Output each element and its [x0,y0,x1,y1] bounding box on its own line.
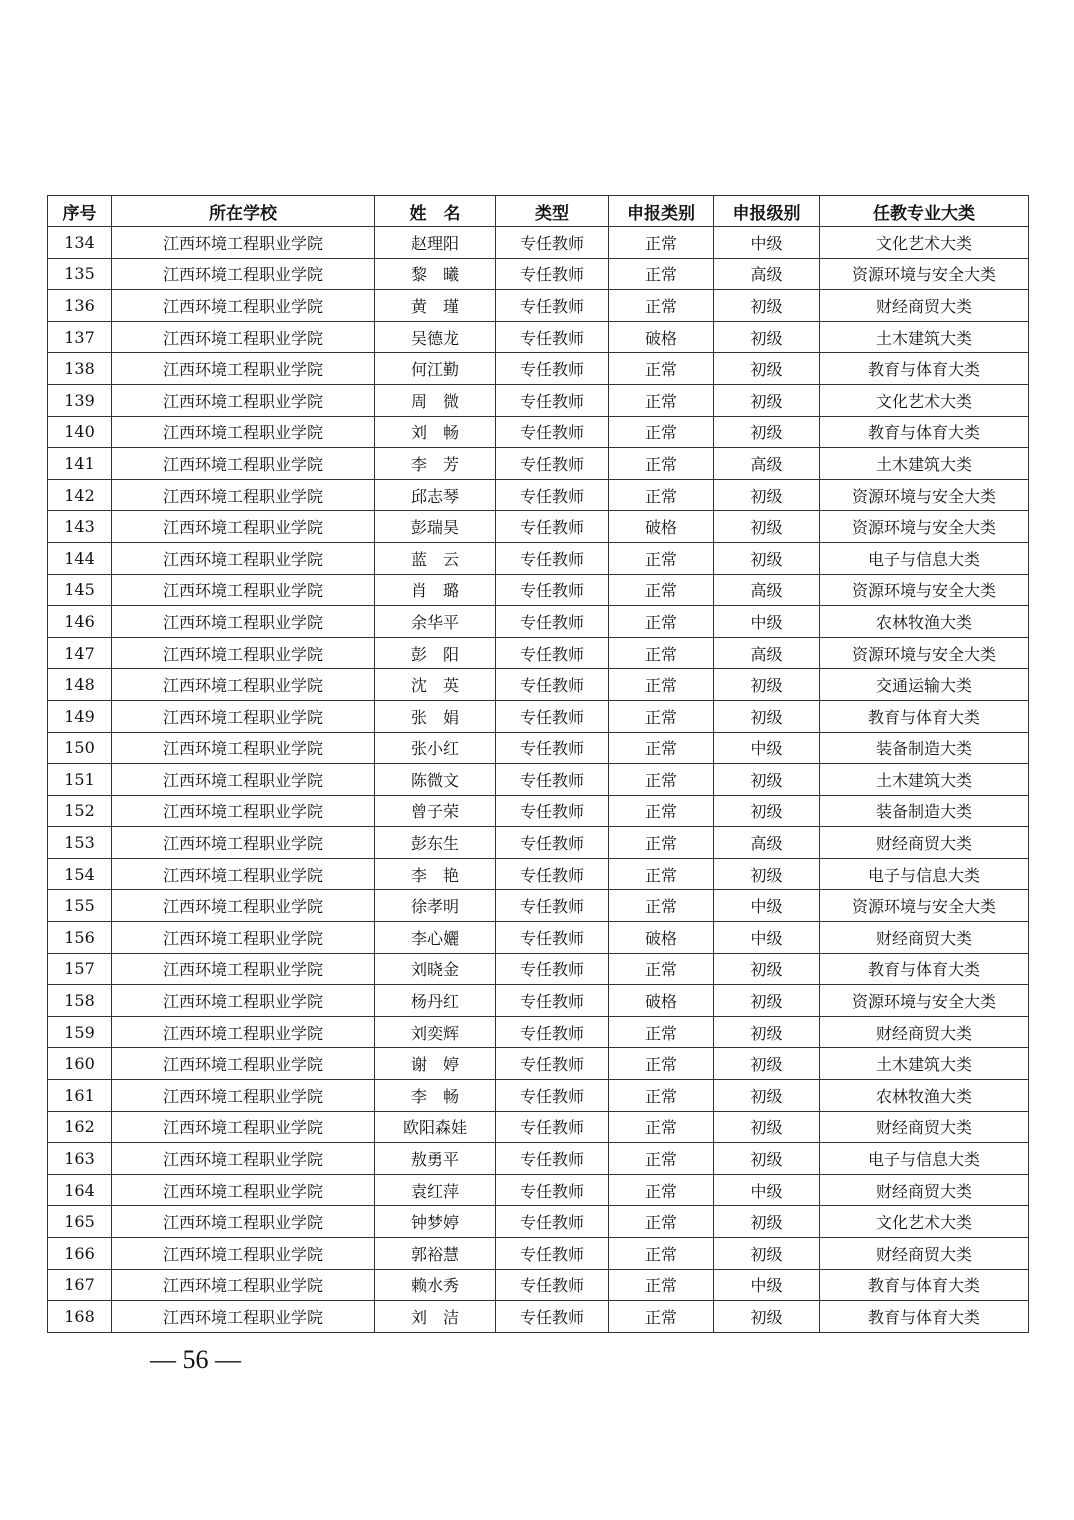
table-row [48,1206,1029,1238]
table-row [48,606,1029,638]
cell-school: 江西环境工程职业学院 [112,479,375,511]
cell-type: 专任教师 [496,795,609,827]
cell-major: 文化艺术大类 [820,384,1029,416]
cell-type: 专任教师 [496,448,609,480]
table-row [48,479,1029,511]
cell-category: 正常 [609,669,714,701]
cell-index: 162 [48,1111,112,1143]
cell-category: 正常 [609,479,714,511]
table-row [48,448,1029,480]
header-level: 申报级别 [714,196,820,227]
cell-school: 江西环境工程职业学院 [112,416,375,448]
cell-level: 初级 [714,511,820,543]
cell-category: 正常 [609,353,714,385]
cell-name: 黄 瑾 [375,290,496,322]
table-row [48,827,1029,859]
cell-name: 李 艳 [375,858,496,890]
table-row [48,764,1029,796]
cell-type: 专任教师 [496,1016,609,1048]
cell-name: 袁红萍 [375,1174,496,1206]
cell-name: 刘 洁 [375,1301,496,1333]
table-row [48,1238,1029,1270]
cell-index: 154 [48,858,112,890]
cell-major: 装备制造大类 [820,795,1029,827]
cell-index: 150 [48,732,112,764]
table-row [48,258,1029,290]
cell-index: 146 [48,606,112,638]
cell-index: 160 [48,1048,112,1080]
cell-index: 140 [48,416,112,448]
cell-type: 专任教师 [496,637,609,669]
cell-category: 正常 [609,1269,714,1301]
table-row [48,953,1029,985]
cell-type: 专任教师 [496,384,609,416]
teacher-list-table [47,195,1029,1333]
cell-school: 江西环境工程职业学院 [112,574,375,606]
cell-category: 正常 [609,637,714,669]
cell-index: 147 [48,637,112,669]
cell-type: 专任教师 [496,1238,609,1270]
cell-school: 江西环境工程职业学院 [112,858,375,890]
cell-index: 149 [48,700,112,732]
cell-name: 郭裕慧 [375,1238,496,1270]
cell-major: 资源环境与安全大类 [820,637,1029,669]
table-row [48,1048,1029,1080]
cell-name: 曾子荣 [375,795,496,827]
cell-type: 专任教师 [496,1080,609,1112]
cell-major: 资源环境与安全大类 [820,258,1029,290]
cell-major: 资源环境与安全大类 [820,511,1029,543]
cell-index: 168 [48,1301,112,1333]
cell-category: 正常 [609,700,714,732]
cell-level: 高级 [714,448,820,480]
cell-index: 155 [48,890,112,922]
cell-school: 江西环境工程职业学院 [112,1048,375,1080]
cell-level: 初级 [714,700,820,732]
cell-category: 破格 [609,985,714,1017]
cell-school: 江西环境工程职业学院 [112,1301,375,1333]
cell-name: 黎 曦 [375,258,496,290]
cell-name: 赵理阳 [375,227,496,259]
cell-school: 江西环境工程职业学院 [112,1143,375,1175]
cell-name: 杨丹红 [375,985,496,1017]
cell-type: 专任教师 [496,922,609,954]
table-row [48,1143,1029,1175]
cell-name: 刘 畅 [375,416,496,448]
cell-type: 专任教师 [496,890,609,922]
cell-category: 正常 [609,606,714,638]
cell-major: 装备制造大类 [820,732,1029,764]
cell-major: 教育与体育大类 [820,353,1029,385]
cell-level: 初级 [714,1206,820,1238]
cell-major: 教育与体育大类 [820,1301,1029,1333]
cell-index: 136 [48,290,112,322]
cell-level: 初级 [714,1048,820,1080]
cell-school: 江西环境工程职业学院 [112,511,375,543]
cell-major: 教育与体育大类 [820,1269,1029,1301]
cell-school: 江西环境工程职业学院 [112,953,375,985]
cell-type: 专任教师 [496,858,609,890]
cell-name: 陈微文 [375,764,496,796]
table-row [48,542,1029,574]
cell-type: 专任教师 [496,732,609,764]
cell-type: 专任教师 [496,700,609,732]
cell-major: 教育与体育大类 [820,700,1029,732]
cell-type: 专任教师 [496,321,609,353]
table-row [48,290,1029,322]
cell-level: 初级 [714,416,820,448]
cell-school: 江西环境工程职业学院 [112,1206,375,1238]
cell-level: 中级 [714,922,820,954]
cell-level: 初级 [714,321,820,353]
table-row [48,985,1029,1017]
cell-major: 财经商贸大类 [820,827,1029,859]
cell-level: 初级 [714,985,820,1017]
cell-level: 初级 [714,1111,820,1143]
cell-index: 145 [48,574,112,606]
cell-major: 财经商贸大类 [820,1174,1029,1206]
cell-level: 初级 [714,764,820,796]
cell-major: 资源环境与安全大类 [820,985,1029,1017]
cell-category: 正常 [609,764,714,796]
cell-category: 正常 [609,1080,714,1112]
cell-type: 专任教师 [496,258,609,290]
cell-major: 土木建筑大类 [820,448,1029,480]
cell-name: 吴德龙 [375,321,496,353]
cell-type: 专任教师 [496,1048,609,1080]
cell-type: 专任教师 [496,542,609,574]
cell-level: 初级 [714,1080,820,1112]
cell-type: 专任教师 [496,953,609,985]
cell-major: 资源环境与安全大类 [820,574,1029,606]
cell-major: 教育与体育大类 [820,953,1029,985]
cell-school: 江西环境工程职业学院 [112,764,375,796]
cell-name: 敖勇平 [375,1143,496,1175]
cell-index: 141 [48,448,112,480]
cell-name: 刘晓金 [375,953,496,985]
cell-index: 139 [48,384,112,416]
table-header-row [48,196,1029,227]
table-row [48,795,1029,827]
table-row [48,321,1029,353]
cell-major: 农林牧渔大类 [820,606,1029,638]
cell-type: 专任教师 [496,290,609,322]
cell-name: 李心孋 [375,922,496,954]
cell-school: 江西环境工程职业学院 [112,542,375,574]
cell-index: 161 [48,1080,112,1112]
cell-category: 正常 [609,416,714,448]
cell-index: 156 [48,922,112,954]
cell-level: 中级 [714,227,820,259]
cell-major: 农林牧渔大类 [820,1080,1029,1112]
cell-name: 张小红 [375,732,496,764]
cell-category: 正常 [609,1174,714,1206]
cell-name: 钟梦婷 [375,1206,496,1238]
cell-index: 137 [48,321,112,353]
cell-category: 正常 [609,290,714,322]
cell-index: 134 [48,227,112,259]
cell-type: 专任教师 [496,227,609,259]
cell-major: 资源环境与安全大类 [820,890,1029,922]
table-row [48,227,1029,259]
cell-major: 电子与信息大类 [820,542,1029,574]
table-row [48,858,1029,890]
cell-major: 交通运输大类 [820,669,1029,701]
table-row [48,1301,1029,1333]
cell-level: 中级 [714,1269,820,1301]
cell-type: 专任教师 [496,606,609,638]
cell-school: 江西环境工程职业学院 [112,795,375,827]
table-row [48,890,1029,922]
table-body [48,227,1029,1333]
cell-category: 破格 [609,321,714,353]
cell-level: 高级 [714,258,820,290]
cell-major: 资源环境与安全大类 [820,479,1029,511]
cell-category: 正常 [609,227,714,259]
cell-type: 专任教师 [496,511,609,543]
cell-school: 江西环境工程职业学院 [112,448,375,480]
header-category: 申报类别 [609,196,714,227]
cell-category: 破格 [609,922,714,954]
cell-school: 江西环境工程职业学院 [112,1016,375,1048]
cell-name: 余华平 [375,606,496,638]
cell-type: 专任教师 [496,669,609,701]
page-number: — 56 — [150,1345,241,1374]
cell-type: 专任教师 [496,1206,609,1238]
cell-level: 中级 [714,1174,820,1206]
cell-school: 江西环境工程职业学院 [112,669,375,701]
cell-category: 破格 [609,511,714,543]
table-row [48,1080,1029,1112]
cell-level: 高级 [714,574,820,606]
header-name: 姓 名 [375,196,496,227]
cell-index: 166 [48,1238,112,1270]
cell-index: 164 [48,1174,112,1206]
cell-level: 初级 [714,953,820,985]
cell-major: 财经商贸大类 [820,1238,1029,1270]
cell-major: 财经商贸大类 [820,290,1029,322]
cell-major: 文化艺术大类 [820,1206,1029,1238]
cell-school: 江西环境工程职业学院 [112,1111,375,1143]
table-row [48,669,1029,701]
cell-name: 刘奕辉 [375,1016,496,1048]
cell-name: 彭 阳 [375,637,496,669]
cell-category: 正常 [609,890,714,922]
table-row [48,732,1029,764]
cell-major: 土木建筑大类 [820,764,1029,796]
cell-level: 初级 [714,384,820,416]
cell-index: 152 [48,795,112,827]
cell-major: 财经商贸大类 [820,1111,1029,1143]
cell-index: 153 [48,827,112,859]
table-row [48,1111,1029,1143]
cell-category: 正常 [609,1111,714,1143]
cell-name: 李 芳 [375,448,496,480]
cell-school: 江西环境工程职业学院 [112,890,375,922]
cell-category: 正常 [609,795,714,827]
cell-category: 正常 [609,1206,714,1238]
cell-school: 江西环境工程职业学院 [112,637,375,669]
cell-category: 正常 [609,1048,714,1080]
header-school: 所在学校 [112,196,375,227]
table-row [48,922,1029,954]
table-row [48,1269,1029,1301]
cell-type: 专任教师 [496,353,609,385]
cell-level: 初级 [714,290,820,322]
cell-index: 151 [48,764,112,796]
cell-name: 沈 英 [375,669,496,701]
cell-level: 初级 [714,669,820,701]
cell-category: 正常 [609,1016,714,1048]
cell-index: 142 [48,479,112,511]
cell-name: 肖 璐 [375,574,496,606]
cell-index: 157 [48,953,112,985]
cell-name: 张 娟 [375,700,496,732]
cell-level: 初级 [714,1238,820,1270]
cell-name: 彭东生 [375,827,496,859]
cell-major: 文化艺术大类 [820,227,1029,259]
cell-category: 正常 [609,732,714,764]
cell-type: 专任教师 [496,574,609,606]
cell-index: 158 [48,985,112,1017]
cell-category: 正常 [609,448,714,480]
table-row [48,700,1029,732]
cell-category: 正常 [609,953,714,985]
cell-level: 初级 [714,1016,820,1048]
cell-school: 江西环境工程职业学院 [112,985,375,1017]
cell-category: 正常 [609,574,714,606]
cell-type: 专任教师 [496,1269,609,1301]
header-index: 序号 [48,196,112,227]
cell-name: 欧阳森娃 [375,1111,496,1143]
table-row [48,1174,1029,1206]
cell-school: 江西环境工程职业学院 [112,290,375,322]
table-row [48,637,1029,669]
cell-index: 135 [48,258,112,290]
cell-school: 江西环境工程职业学院 [112,606,375,638]
cell-index: 165 [48,1206,112,1238]
cell-type: 专任教师 [496,764,609,796]
cell-level: 高级 [714,827,820,859]
cell-name: 周 微 [375,384,496,416]
cell-type: 专任教师 [496,1301,609,1333]
cell-school: 江西环境工程职业学院 [112,1269,375,1301]
cell-school: 江西环境工程职业学院 [112,1080,375,1112]
cell-type: 专任教师 [496,479,609,511]
table-row [48,353,1029,385]
cell-level: 初级 [714,542,820,574]
cell-name: 李 畅 [375,1080,496,1112]
cell-index: 167 [48,1269,112,1301]
cell-category: 正常 [609,542,714,574]
cell-category: 正常 [609,1238,714,1270]
cell-level: 初级 [714,1301,820,1333]
cell-school: 江西环境工程职业学院 [112,922,375,954]
cell-school: 江西环境工程职业学院 [112,732,375,764]
cell-name: 徐孝明 [375,890,496,922]
cell-major: 财经商贸大类 [820,1016,1029,1048]
cell-level: 中级 [714,890,820,922]
cell-type: 专任教师 [496,827,609,859]
cell-type: 专任教师 [496,985,609,1017]
cell-school: 江西环境工程职业学院 [112,321,375,353]
cell-type: 专任教师 [496,1143,609,1175]
cell-category: 正常 [609,827,714,859]
cell-index: 148 [48,669,112,701]
cell-index: 144 [48,542,112,574]
cell-school: 江西环境工程职业学院 [112,700,375,732]
cell-level: 高级 [714,637,820,669]
cell-type: 专任教师 [496,1111,609,1143]
cell-school: 江西环境工程职业学院 [112,827,375,859]
cell-level: 初级 [714,858,820,890]
cell-major: 财经商贸大类 [820,922,1029,954]
cell-level: 初级 [714,479,820,511]
cell-school: 江西环境工程职业学院 [112,258,375,290]
cell-school: 江西环境工程职业学院 [112,353,375,385]
cell-type: 专任教师 [496,416,609,448]
cell-name: 邱志琴 [375,479,496,511]
cell-category: 正常 [609,858,714,890]
cell-category: 正常 [609,1143,714,1175]
cell-index: 143 [48,511,112,543]
cell-major: 土木建筑大类 [820,321,1029,353]
cell-name: 赖水秀 [375,1269,496,1301]
cell-name: 谢 婷 [375,1048,496,1080]
cell-level: 中级 [714,606,820,638]
header-major: 任教专业大类 [820,196,1029,227]
cell-school: 江西环境工程职业学院 [112,227,375,259]
table-row [48,416,1029,448]
cell-type: 专任教师 [496,1174,609,1206]
table-row [48,384,1029,416]
cell-school: 江西环境工程职业学院 [112,384,375,416]
cell-index: 138 [48,353,112,385]
cell-school: 江西环境工程职业学院 [112,1174,375,1206]
cell-major: 电子与信息大类 [820,1143,1029,1175]
cell-major: 教育与体育大类 [820,416,1029,448]
cell-major: 电子与信息大类 [820,858,1029,890]
cell-index: 163 [48,1143,112,1175]
cell-category: 正常 [609,258,714,290]
cell-category: 正常 [609,1301,714,1333]
cell-level: 初级 [714,1143,820,1175]
table-row [48,574,1029,606]
cell-school: 江西环境工程职业学院 [112,1238,375,1270]
cell-level: 初级 [714,353,820,385]
cell-name: 彭瑞昊 [375,511,496,543]
cell-level: 初级 [714,795,820,827]
cell-index: 159 [48,1016,112,1048]
header-type: 类型 [496,196,609,227]
cell-name: 蓝 云 [375,542,496,574]
cell-major: 土木建筑大类 [820,1048,1029,1080]
cell-level: 中级 [714,732,820,764]
table-row [48,1016,1029,1048]
cell-name: 何江勤 [375,353,496,385]
table-row [48,511,1029,543]
cell-category: 正常 [609,384,714,416]
